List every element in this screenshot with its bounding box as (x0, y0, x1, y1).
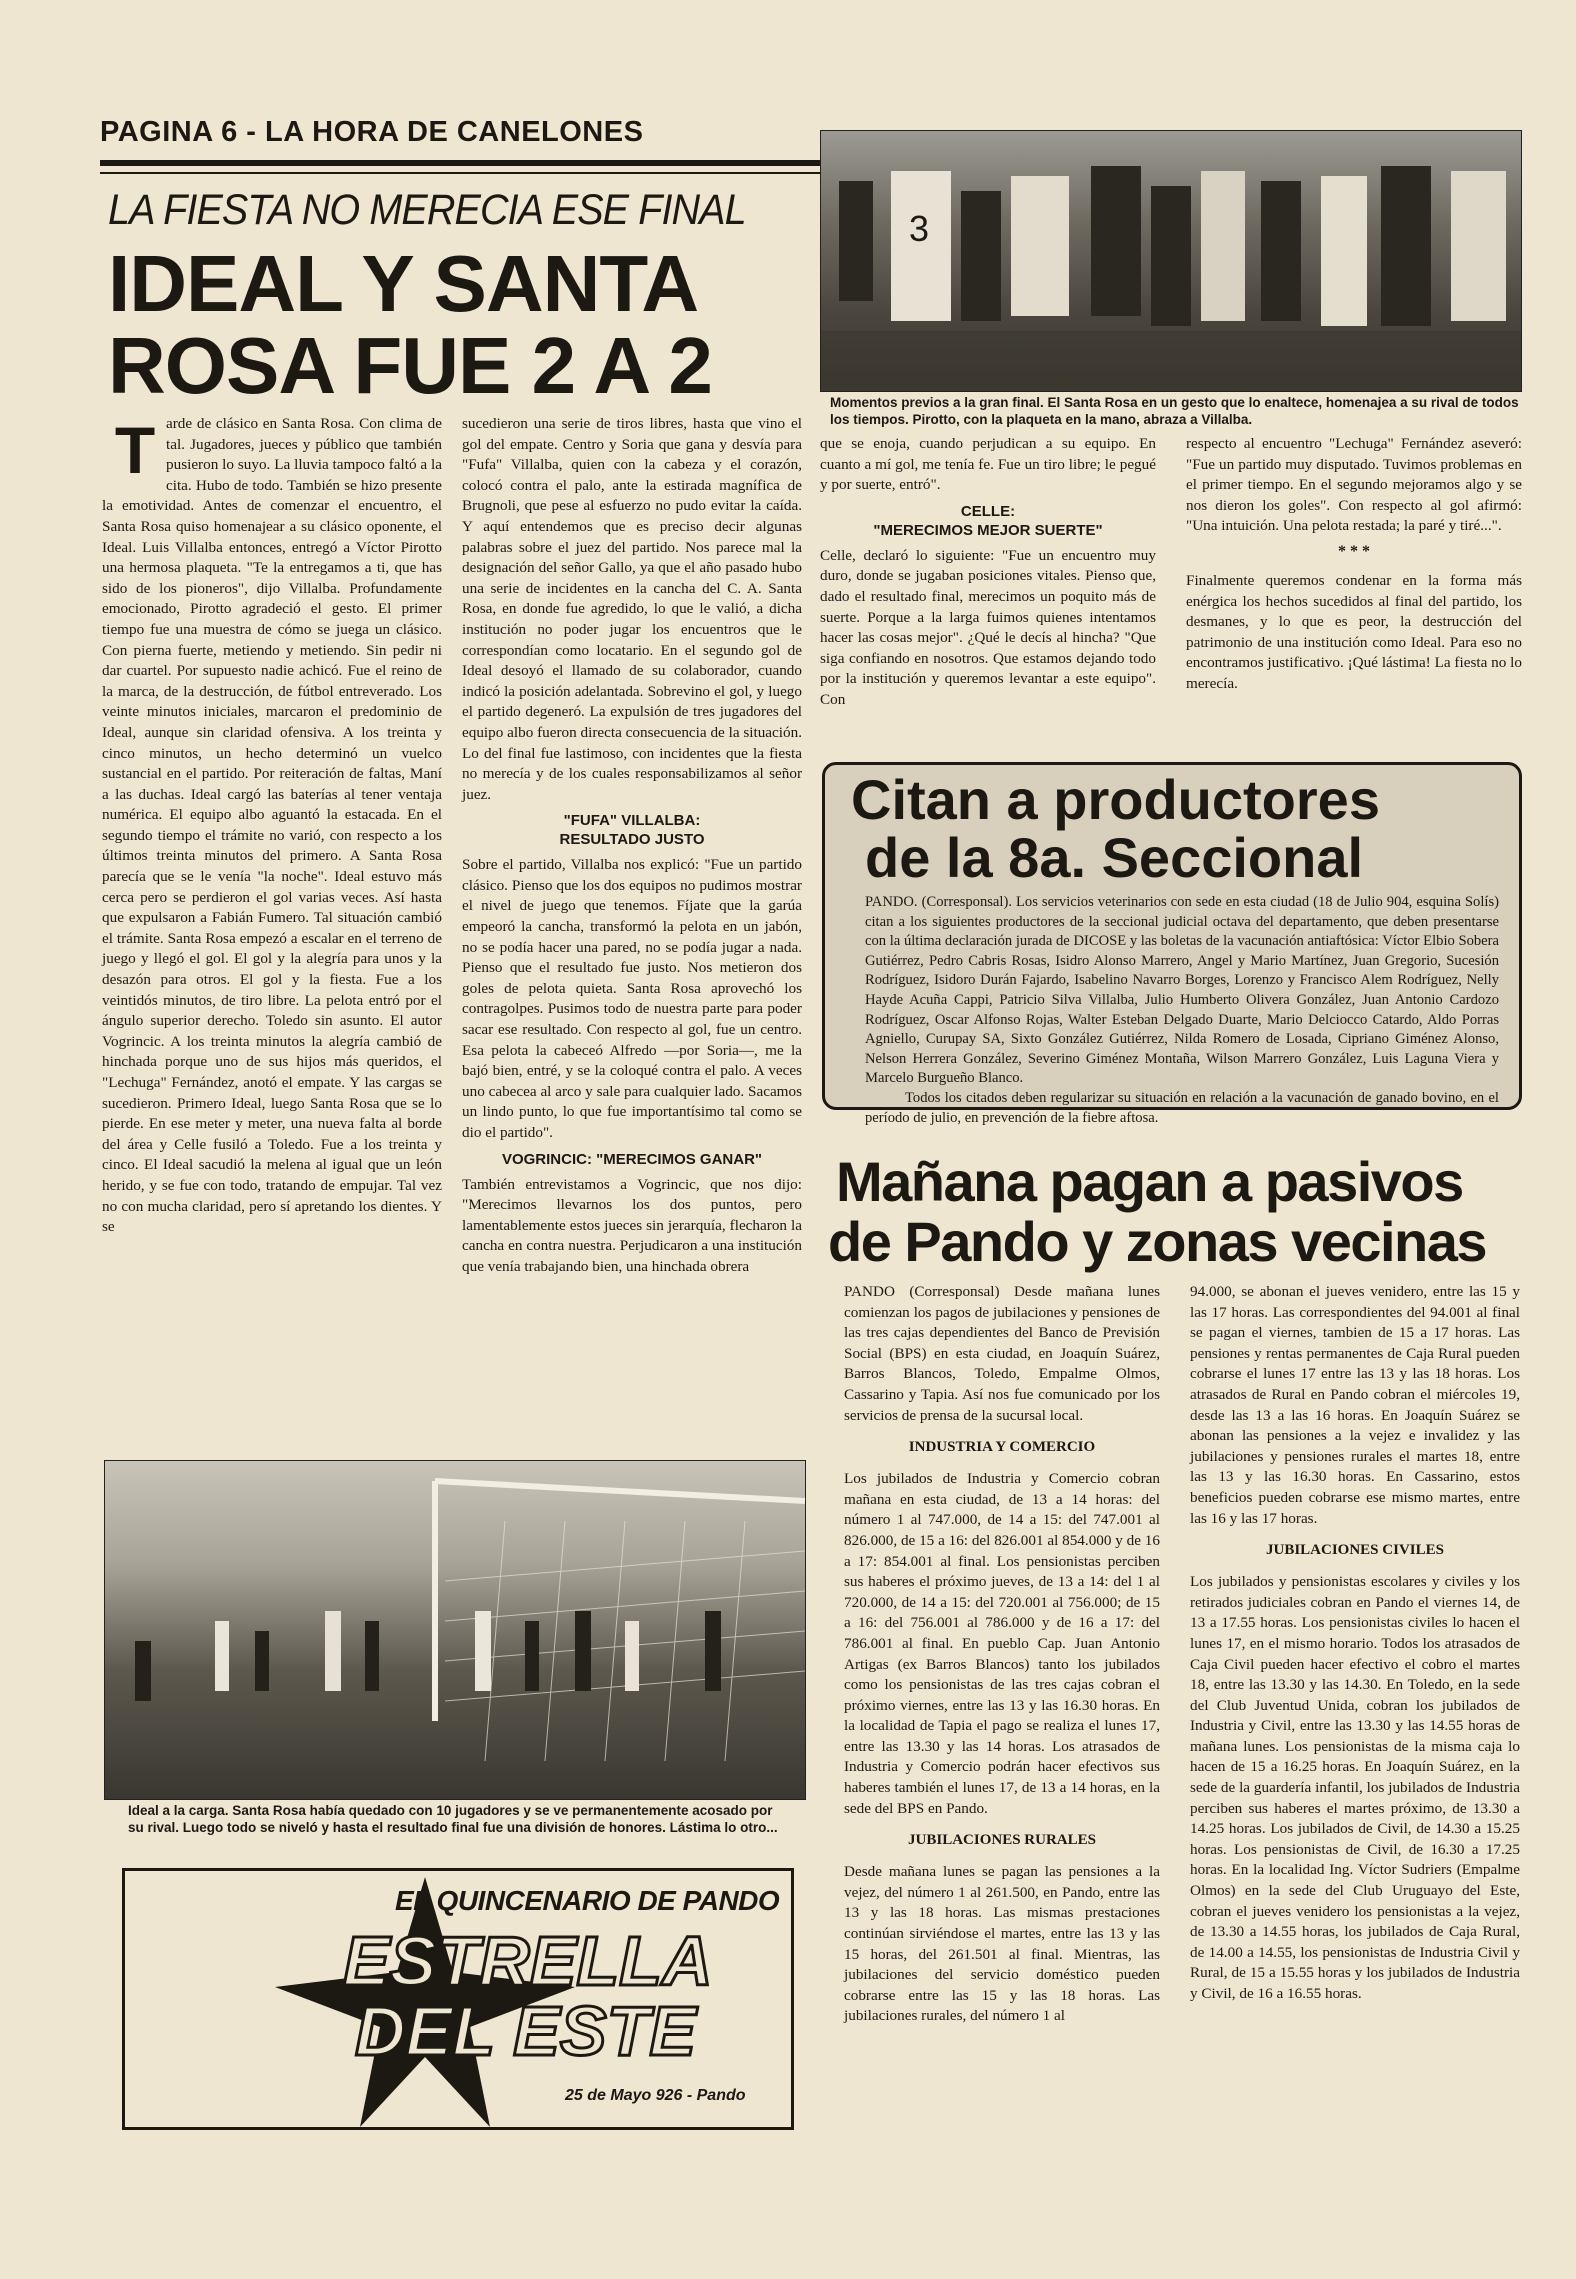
story-col-4-text: respecto al encuentro "Lechuga" Fernández aseveró: "Fue un partido muy disputado. Tuvimos problemas en el primer tiempo. En el segundo mejoramos algo y se nos dieron los goles". Con respecto al gol afirmó: "Una intuición. Una pelota restada; la paré y tiré...". (1186, 435, 1522, 535)
pasivos-col-b-civiles: Los jubilados y pensionistas escolares y civiles y los retirados judiciales cobran en Pando el viernes 14, de 13 a 17.55 horas. Los pensionistas civiles lo hacen el lunes 17, en el mismo horario. Todos los atrasados de Caja Civil pueden hacer efectivo el cobro el martes 18, entre las 13.30 y las 14.30. En Toledo, en la sede del Club Juventud Unida, cobran los jubilados de Industria y Civil, entre las 13.30 y las 14.55 horas de mañana lunes. Los pensionistas de la misma caja lo hacen de 15 a 16.25 horas. En Joaquín Suárez, en la sede de la guardería infantil, los jubilados de Industria perciben sus haberes el martes próximo, de 13.30 a 14.25 horas. Los jubilados de Civil, de 14.30 a 15.25 horas. Los pensionistas de Civil, de 16.30 a 17.25 horas. En la localidad Ing. Víctor Sudriers (Empalme Olmos) en la sede del Club Uruguayo del Este, cobran el jueves venidero los pensionistas a la vejez, de 13.30 a 14.55 horas, los jubilados de Caja Rural, de 14.00 a 14.55, los pensionistas de Industria Civil y Rural, de 15 a 15.55 horas y los jubilados de Industria y Civil, de 16 a 16.55 horas. (1190, 1573, 1520, 2002)
boxed-body-2: Todos los citados deben regularizar su situación en relación a la vacunación de ganado bovino, en el período de julio, en prevención de la fiebre aftosa. (865, 1089, 1499, 1126)
story-col-3b-text: Celle, declaró lo siguiente: "Fue un encuentro muy duro, donde se jugaban posiciones vitales. Pienso que, dado el resultado final, merecimos un poquito más de suerte. Porque a la larga fuimos quienes intentamos hacer las cosas mejor". ¿Qué le decís al hincha? "Que siga confiando en nosotros. Que estamos dejando todo por la institución y queremos levantar a este equipo". Con (820, 546, 1156, 708)
subhead-civiles: JUBILACIONES CIVILES (1266, 1542, 1444, 1559)
story-col-1 (102, 414, 442, 1434)
story-col-3a-text: que se enoja, cuando perjudican a su equipo. En cuanto a mí gol, me tenía fe. Fue un tiro libre; le pegué y por suerte, entró". (820, 435, 1156, 494)
players-group-illustration (821, 131, 1521, 391)
story-col-2 (462, 414, 802, 1434)
pasivos-col-b (1190, 1282, 1520, 2142)
subhead-industria: INDUSTRIA Y COMERCIO (908, 1439, 1096, 1456)
story-col-1-text: arde de clásico en Santa Rosa. Con clima de tal. Jugadores, jueces y público que también pusieron lo suyo. La lluvia tampoco faltó a la cita. Hubo de todo. También se hizo presente la emotividad. Antes de comenzar el encuentro, el Santa Rosa quiso homenajear a su clásico oponente, el Ideal. Luis Villalba entonces, entregó a Víctor Pirotto una hermosa plaqueta. "Te la entregamos a ti, que has sido de los pioneros", dijo Villalba. Profundamente emocionado, Pirotto agradeció el gesto. El primer tiempo fue una muestra de cómo se juega un clásico. Con pierna fuerte, metiendo y metiendo. Sin pedir ni dar cuartel. Por supuesto nadie achicó. Fue el reino de la marca, de la destrucción, de fútbol entreverado. Los veinte minutos iniciales, marcaron el predominio de Ideal, aunque sin claridad ofensiva. A los treinta y cinco minutos, un hecho determinó un vuelco sustancial en el partido. Por reiteración de faltas, Maní a las duchas. Ideal cargó las baterías al tener ventaja numérica. El equipo albo aguantó la estacada. En el segundo tiempo el trámite no varió, con respecto a los últimos treinta minutos del primero. A Santa Rosa parecía que se le venía "la noche". Ideal estuvo más cerca pero se perdieron el gol varias veces. Así hasta que expulsaron a Fabián Fumero. Tal situación cambió el trámite. Santa Rosa empezó a escalar en el terreno de juego y llegó el gol. El gol y la alegría para unos y la desazón para otros. El gol y la fiesta. Fue a los veintidós minutos, de tiro libre. La pelota entró por el ángulo superior derecho. Toledo sin asunto. El autor Vogrincic. A los treinta minutos la alegría cambió de hinchada porque uno de sus hijos más queridos, el "Lechuga" Fernández, anotó el empate. Y las cargas se sucedieron. Primero Ideal, luego Santa Rosa que se lo pierde. En ese meter y meter, una nueva falta al borde del área y Celle fusiló a Toledo. Fue a los treinta y cinco. El Ideal sacudió la melena al igual que un león herido, y se fue con todo, tratando de empujar. Tal vez no con mucha claridad, pero sí apretando los dientes. Y se (102, 415, 442, 1236)
boxed-headline-2: de la 8a. Seccional (865, 826, 1364, 889)
subhead-villalba: "FUFA" VILLALBA: RESULTADO JUSTO (559, 812, 705, 849)
dropcap: T (114, 413, 156, 487)
goal-net-illustration (105, 1461, 805, 1799)
ad-name-line-2: DEL ESTE (355, 1992, 697, 2070)
photo-match-action-caption: Ideal a la carga. Santa Rosa había quedado con 10 jugadores y se ve permanentemente acosado por su rival. Luego todo se niveló y hasta el resultado final fue una división de honores. Lástima lo otro... (128, 1803, 778, 1835)
story-col-2b-text: Sobre el partido, Villalba nos explicó: "Fue un partido clásico. Pienso que los dos equipos no pudimos mostrar el nivel de juego que tenemos. Fíjate que la garúa empeoró la cancha, transformó la pelota en un jabón, no se podía hacer una pared, no se podía jugar a nada. Pienso que el resultado fue justo. Nos metieron dos goles de pelota quieta. Santa Rosa aprovechó los contragolpes. Pusimos todo de nuestra parte para poder sacar ese resultado. Con respecto al gol, fue un centro. Esa pelota la cabeceó Alfredo —por Soria—, me la bajó bien, entré, y se la coloqué contra el palo. A veces uno cabecea al arco y sale para cualquier lado. Sacamos un lindo punto, lo que fue importantísimo tal como se dio el partido". (462, 856, 802, 1141)
section-stars: * * * (1338, 542, 1370, 560)
subhead-vogrincic: VOGRINCIC: "MERECIMOS GANAR" (501, 1150, 763, 1168)
boxed-story (822, 762, 1522, 1126)
header-rule-thin (100, 172, 822, 174)
photo-match-action (104, 1460, 806, 1800)
pasivos-headline-2: de Pando y zonas vecinas (828, 1210, 1487, 1273)
story-col-4 (1186, 434, 1522, 760)
story-col-3 (820, 434, 1156, 760)
story-headline-1: IDEAL Y SANTA (108, 239, 699, 328)
pasivos-col-b-rurales: 94.000, se abonan el jueves venidero, entre las 15 y las 17 horas. Las correspondientes del 94.001 al final se pagan el viernes, tambien de 15 a 17 horas. Las pensiones y rentas permanentes de Caja Rural pueden cobrarse el lunes 17 entre las 13 y las 18 horas. Los atrasados de Rural en Pando cobran el miércoles 19, desde las 13 a las 16 horas. En Joaquín Suárez se abonan las pensiones a la vejez e invalidez y las jubilaciones y pensiones rurales el martes 18, entre las 13 y las 16.30 horas. En Cassarino, estos beneficios pueden cobrarse ese mismo martes, entre las 16 y las 17 horas. (1190, 1283, 1520, 1527)
story-col-2a-text: sucedieron una serie de tiros libres, hasta que vino el gol del empate. Centro y Soria que gana y desvía para "Fufa" Villalba, quien con la cabeza y el corazón, colocó contra el palo, ante la estirada magnífica de Brugnoli, que pese al esfuerzo no pudo evitar la caída. Y aquí entendemos que es preciso decir algunas palabras sobre el juez del partido. Nos parece mal la designación del señor Gallo, ya que el año pasado hubo una serie de incidentes en la cancha del C. A. Santa Rosa, en donde fue agredido, lo que le valió, a dicha institución no poder jugar los encuentros que le correspondían como locatario. En el segundo gol de Ideal desoyó el llamado de su colaborador, cuando indicó la posición adelantada. Sobrevino el gol, y luego el partido degeneró. La expulsión de tres jugadores del equipo albo fueron directa consecuencia de la situación. Lo del final fue lastimoso, con incidentes que la fiesta no merecía y de los cuales responsabilizamos al señor juez. (462, 415, 802, 803)
pasivos-col-a-intro: PANDO (Corresponsal) Desde mañana lunes comienzan los pagos de jubilaciones y pensiones de las tres cajas dependientes del Banco de Previsión Social (BPS) en esta ciudad, en Joaquín Suárez, Barros Blancos, Toledo, Empalme Olmos, Cassarino y Tapia. Así nos fue comunicado por los servicios de prensa de la sucursal local. (844, 1283, 1160, 1424)
pasivos-col-a-industria: Los jubilados de Industria y Comercio cobran mañana en esta ciudad, de 13 a 14 horas: del número 1 al 747.000, de 14 a 15: del 747.001 al 826.000, de 15 a 16: del 826.001 al 854.000 y de 16 a 17: 854.001 al final. Los pensionistas perciben sus haberes el próximo jueves, de 13 a 14: del 1 al 720.000, de 14 a 15: del 720.001 al 756.000; de 15 a 16: del 756.001 al 786.000 y de 16 a 17: del 786.001 al final. En pueblo Cap. Juan Antonio Artigas (ex Barros Blancos) tanto los jubilados como los pensionistas de las tres cajas cobran el próximo viernes, entre las 13 y las 16.30 horas. En la localidad de Tapia el pago se realiza el lunes 17, entre las 13.30 y las 14 horas. Los atrasados de Industria y Comercio podrán hacer efectivos sus haberes también el lunes 17, de 13 a 14 horas, en la sede del BPS en Pando. (844, 1470, 1160, 1817)
pasivos-headline-1: Mañana pagan a pasivos (836, 1150, 1463, 1213)
subhead-rurales: JUBILACIONES RURALES (908, 1832, 1096, 1849)
photo-pre-match (820, 130, 1522, 392)
page-header (100, 116, 800, 149)
header-rule-thick (100, 160, 822, 166)
svg-text:3: 3 (909, 208, 930, 249)
subhead-celle-1: CELLE: (960, 502, 1016, 520)
subhead-celle-2: "MERECIMOS MEJOR SUERTE" (873, 521, 1103, 539)
ad-tagline: EL QUINCENARIO DE PANDO (395, 1885, 780, 1916)
boxed-body: PANDO. (Corresponsal). Los servicios veterinarios con sede en esta ciudad (18 de Julio 904, esquina Solís) citan a los siguientes productores de la seccional judicial octava del departamento, que deben presentarse con la última declaración jurada de DICOSE y las boletas de la vacunación antiaftósica: Víctor Elbio Sobera Gutiérrez, Pedro Cabris Rosas, Isidro Alonso Marrero, Angel y Mario Martínez, Juan Gregorio, Sucesión Rodríguez, Isidoro Durán Fajardo, Isabelino Navarro Borges, Lorenzo y Francisco Alem Rodríguez, Nelly Hayde Acuña Cappi, Patricio Silva Villalba, Julio Humberto Olivera González, Juan Antonio Cardozo Rodríguez, Oscar Alfonso Rojas, Walter Esteban Delgado Duarte, Mario Delcioсco Catardo, Aldo Porras Agniello, Curupay SA, Sixto González Gutiérrez, Nilda Romero de Losada, Cipriano Giménez Alonso, Nelson Herrera González, Severino Giménez Montaña, Wilson Marrero González, Luis Laguna Viera y Marcelo Burgueño Blanco. (865, 894, 1499, 1087)
boxed-headline-1: Citan a productores (851, 768, 1380, 831)
page-label: PAGINA 6 - LA HORA DE CANELONES (100, 116, 644, 148)
story-col-2c-text: También entrevistamos a Vogrincic, que nos dijo: "Merecimos llevarnos los dos puntos, pero lamentablemente estos jueces sin jerarquía, flecharon la cancha en contra nuestra. Perjudicaron a una institución que venía trabajando bien, una hinchada obrera (462, 1175, 802, 1275)
photo-pre-match-caption: Momentos previos a la gran final. El Santa Rosa en un gesto que lo enaltece, homenajea a su rival de todos los tiempos. Pirotto, con la plaqueta en la mano, abraza a Villalba. (830, 395, 1519, 427)
pasivos-col-a (844, 1282, 1160, 2142)
pasivos-col-a-rurales: Desde mañana lunes se pagan las pensiones a la vejez, del número 1 al 261.500, en Pando, entre las 13 y las 18 horas. Las mismas prestaciones continúan sirviéndose el martes, entre las 13 y las 15 horas, del 261.501 al final. Mientras, las jubilaciones del servicio doméstico pueden cobrarse entre las 15 y las 18 horas. Las jubilaciones rurales, del número 1 al (844, 1863, 1160, 2025)
story-kicker: LA FIESTA NO MERECIA ESE FINAL (108, 186, 746, 234)
story-col-4b-text: Finalmente queremos condenar en la forma más enérgica los hechos sucedidos al final del partido, los desmanes, y lo que es peor, la destrucción del patrimonio de una institución como Ideal. Para eso no encontramos justificativo. ¡Qué lástima! La fiesta no lo merecía. (1186, 571, 1522, 692)
ad-estrella-del-este (122, 1868, 794, 2130)
story-headline-2: ROSA FUE 2 A 2 (108, 321, 712, 410)
ad-address: 25 de Mayo 926 - Pando (565, 2087, 746, 2104)
ad-name-line-1: ESTRELLA (343, 1922, 713, 2000)
